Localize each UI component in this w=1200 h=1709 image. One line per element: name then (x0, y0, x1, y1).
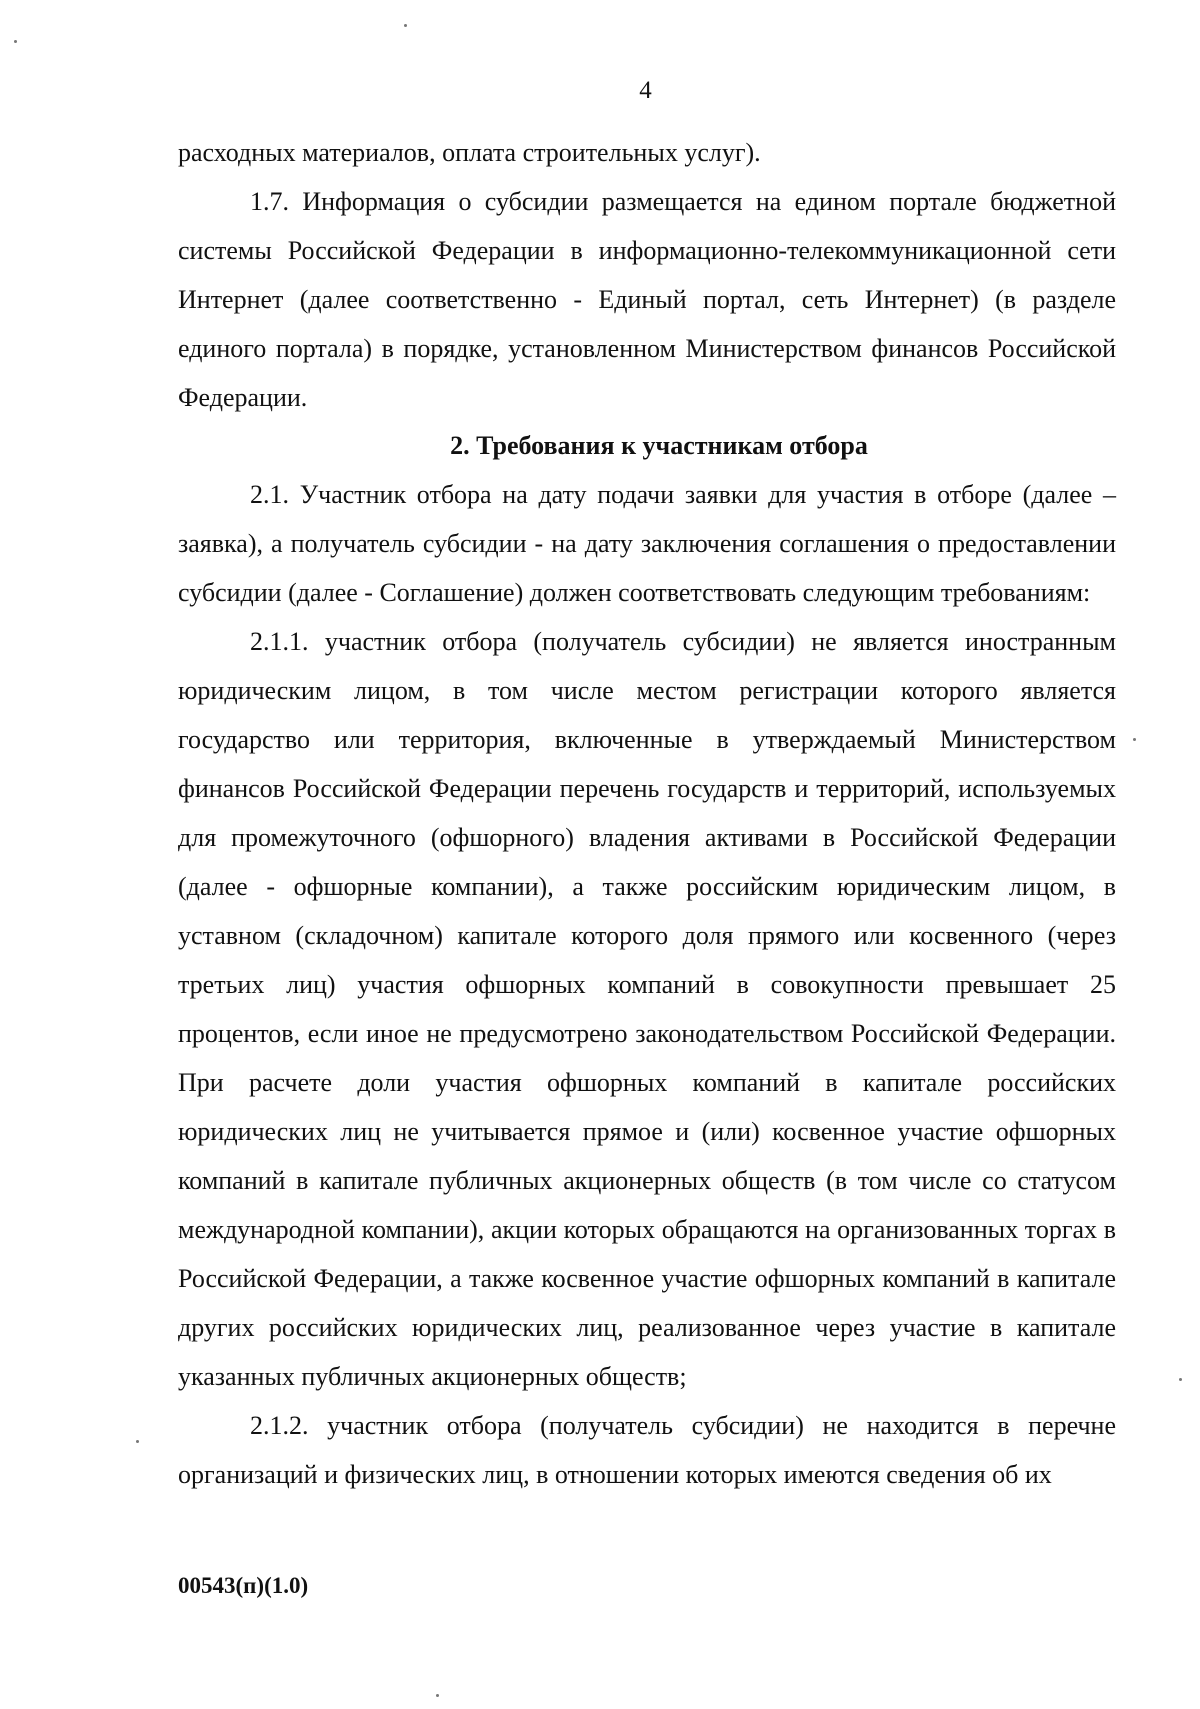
document-body (178, 128, 1116, 1499)
scan-speck (136, 1440, 139, 1443)
scan-speck (1133, 738, 1136, 741)
paragraph-2-1-1: 2.1.1. участник отбора (получатель субсидии) не является иностранным юридическим лицом, в том числе местом регистрации которого является государство или территория, включенные в утверждаемый Министерством финансов Российской Федерации перечень государств и территорий, используемых для промежуточного (офшорного) владения активами в Российской Федерации (далее - офшорные компании), а также российским юридическим лицом, в уставном (складочном) капитале которого доля прямого или косвенного (через третьих лиц) участия офшорных компаний в совокупности превышает 25 процентов, если иное не предусмотрено законодательством Российской Федерации. При расчете доли участия офшорных компаний в капитале российских юридических лиц не учитывается прямое и (или) косвенное участие офшорных компаний в капитале публичных акционерных обществ (в том числе со статусом международной компании), акции которых обращаются на организованных торгах в Российской Федерации, а также косвенное участие офшорных компаний в капитале других российских юридических лиц, реализованное через участие в капитале указанных публичных акционерных обществ; (178, 627, 1116, 1391)
paragraph-2-1: 2.1. Участник отбора на дату подачи заявки для участия в отборе (далее – заявка), а получатель субсидии - на дату заключения соглашения о предоставлении субсидии (далее - Соглашение) должен соответствовать следующим требованиям: (178, 480, 1116, 607)
document-code: 00543(п)(1.0) (178, 1573, 309, 1598)
scan-speck (14, 40, 17, 43)
paragraph-1-7: 1.7. Информация о субсидии размещается на едином портале бюджетной системы Российской Федерации в информационно-телекоммуникационной сети Интернет (далее соответственно - Единый портал, сеть Интернет) (в разделе единого портала) в порядке, установленном Министерством финансов Российской Федерации. (178, 187, 1116, 412)
paragraph-continuation: расходных материалов, оплата строительных услуг). (178, 138, 761, 167)
section-heading: 2. Требования к участникам отбора (450, 431, 868, 460)
scan-speck (1179, 1378, 1182, 1381)
scan-speck (404, 24, 407, 27)
page-number: 4 (639, 77, 652, 104)
scan-speck (436, 1694, 439, 1697)
paragraph-2-1-2: 2.1.2. участник отбора (получатель субсидии) не находится в перечне организаций и физических лиц, в отношении которых имеются сведения об их (178, 1411, 1116, 1489)
